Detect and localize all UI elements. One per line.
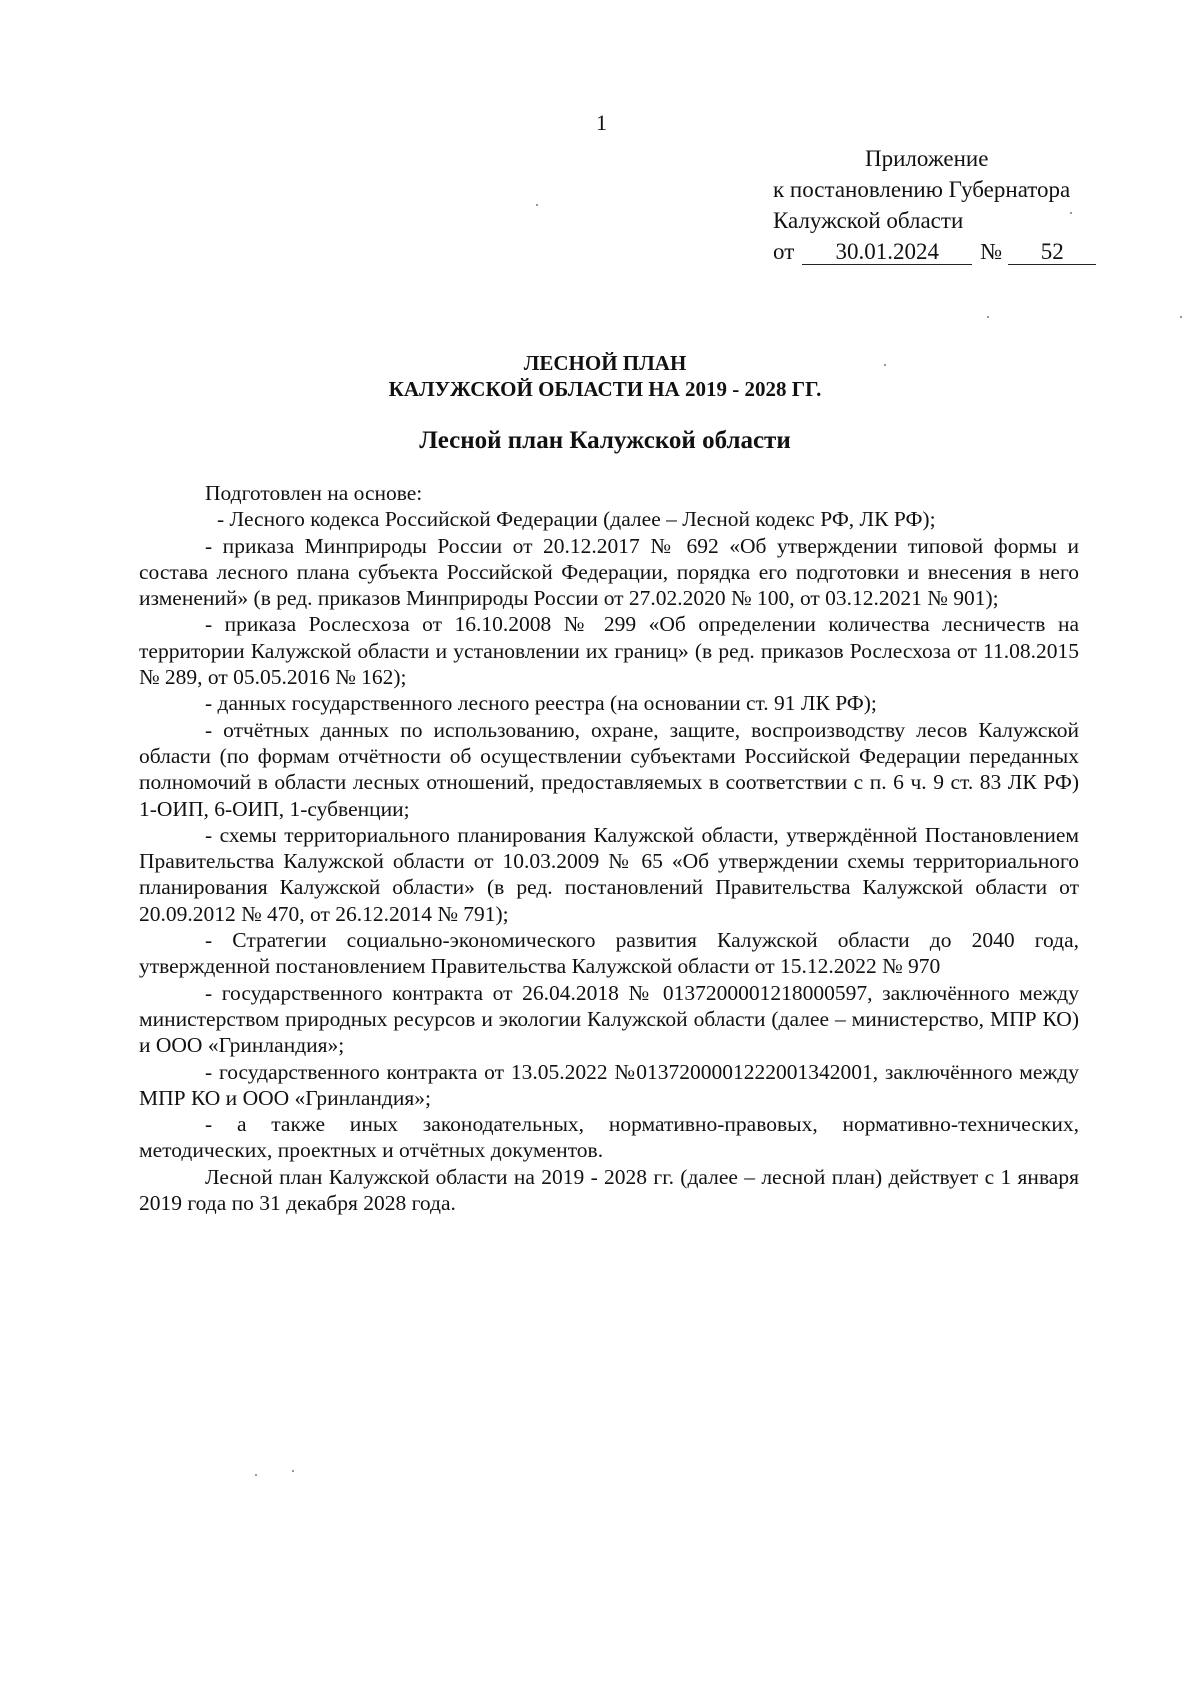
body-paragraph: Подготовлен на основе: [205, 481, 423, 505]
body-paragraph: - Лесного кодекса Российской Федерации (далее – Лесной кодекс РФ, ЛК РФ); [217, 507, 936, 532]
scan-speck [1180, 316, 1182, 318]
body-paragraph: - данных государственного лесного реестра (на основании ст. 91 ЛК РФ); [205, 691, 877, 716]
scan-speck [1070, 212, 1072, 214]
body-paragraph: - схемы территориального планирования Калужской области, утверждённой Постановлением Правительства Калужской области от 10.03.2009 № 65 «Об утверждении схемы территориального планирования Калужской области» (в ред. постановлений Правительства Калужской области от 20.09.2012 № 470, от 26.12.2014 № 791); [139, 822, 1079, 926]
scan-speck [255, 1474, 257, 1476]
appendix-header [773, 143, 1096, 267]
document-subtitle: Лесной план Калужской области [419, 427, 791, 454]
scan-speck [292, 1470, 294, 1472]
body-paragraph: - приказа Минприроды России от 20.12.2017 № 692 «Об утверждении типовой формы и состава лесного плана субъекта Российской Федерации, порядка его подготовки и внесения в него изменений» (в ред. приказов Минприроды России от 27.02.2020 № 100, от 03.12.2021 № 901); [139, 533, 1079, 611]
body-paragraph: Лесной план Калужской области на 2019 - 2028 гг. (далее – лесной план) действует с 1 января 2019 года по 31 декабря 2028 года. [139, 1164, 1079, 1216]
body-paragraph: - отчётных данных по использованию, охране, защите, воспроизводству лесов Калужской области (по формам отчётности об осуществлении субъектами Российской Федерации переданных полномочий в области лесных отношений, предоставляемых в соответствии с п. 6 ч. 9 ст. 83 ЛК РФ) 1-ОИП, 6-ОИП, 1-субвенции; [139, 717, 1079, 821]
from-label: от [773, 239, 795, 264]
body-paragraph: - государственного контракта от 26.04.2018 № 0137200001218000597, заключённого между министерством природных ресурсов и экологии Калужской области (далее – министерство, МПР КО) и ООО «Гринландия»; [139, 980, 1079, 1058]
body-paragraph: - Стратегии социально-экономического развития Калужской области до 2040 года, утвержденной постановлением Правительства Калужской области от 15.12.2022 № 970 [139, 928, 1079, 979]
scan-speck [884, 364, 886, 366]
appendix-region: Калужской области [773, 208, 964, 233]
document-title [0, 350, 1200, 402]
appendix-date-row [773, 236, 1096, 267]
appendix-title: Приложение [865, 146, 989, 171]
number-sign: № [980, 239, 1003, 264]
scan-speck [536, 204, 538, 206]
document-body [139, 480, 1079, 1216]
body-paragraph: - приказа Рослесхоза от 16.10.2008 № 299 «Об определении количества лесничеств на территории Калужской области и установлении их границ» (в ред. приказов Рослесхоза от 11.08.2015 № 289, от 05.05.2016 № 162); [139, 612, 1079, 690]
decree-number: 52 [1008, 240, 1096, 265]
page-number: 1 [596, 110, 607, 135]
scan-speck [987, 316, 989, 318]
title-line-2: КАЛУЖСКОЙ ОБЛАСТИ НА 2019 - 2028 ГГ. [388, 377, 822, 401]
decree-date: 30.01.2024 [802, 240, 972, 265]
title-line-1: ЛЕСНОЙ ПЛАН [523, 351, 687, 375]
body-paragraph: - государственного контракта от 13.05.2022 №0137200001222001342001, заключённого между МПР КО и ООО «Гринландия»; [139, 1059, 1079, 1110]
appendix-decree: к постановлению Губернатора [773, 177, 1071, 202]
body-paragraph: - а также иных законодательных, нормативно-правовых, нормативно-технических, методических, проектных и отчётных документов. [139, 1112, 1079, 1163]
